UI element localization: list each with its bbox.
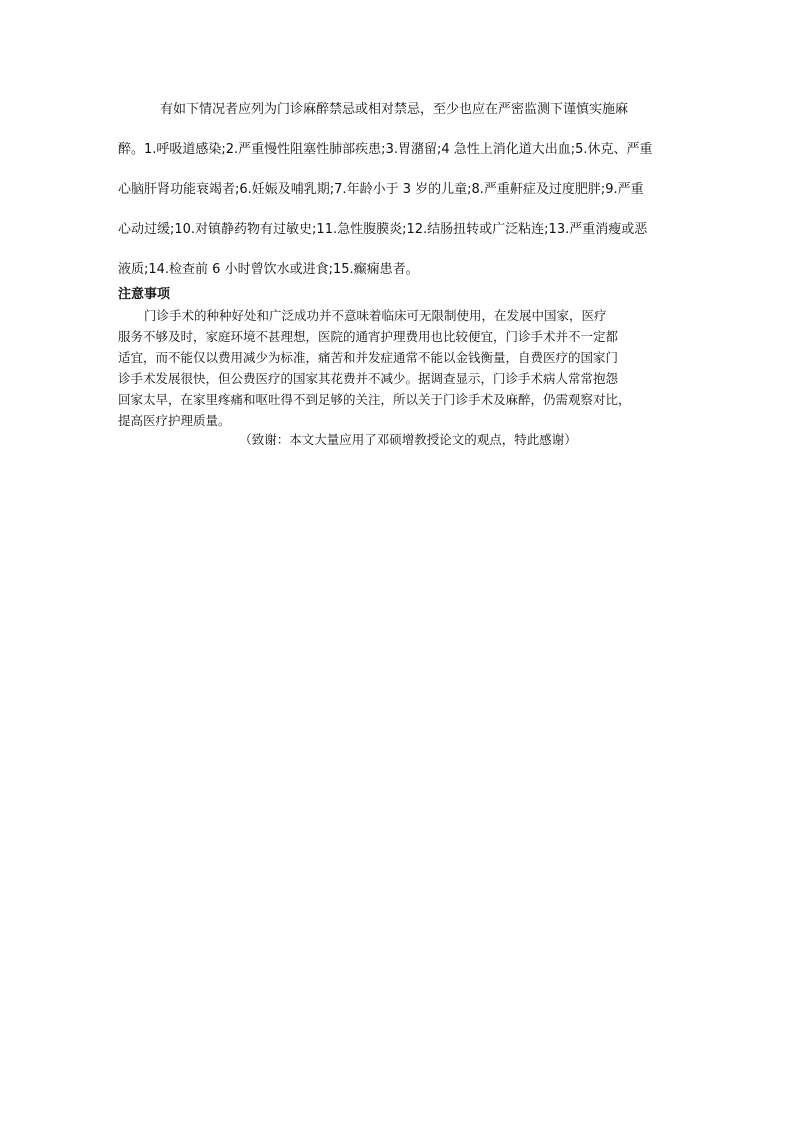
- notes-line: 门诊手术的种种好处和广泛成功并不意味着临床可无限制使用，在发展中国家，医疗: [144, 308, 607, 323]
- notes-line: 诊手术发展很快，但公费医疗的国家其花费并不减少。据调查显示，门诊手术病人常常抱怨: [118, 371, 619, 386]
- notes-line: 适宜，而不能仅以费用减少为标准，痛苦和并发症通常不能以金钱衡量，自费医疗的国家门: [118, 350, 619, 365]
- contraindications-line: 心动过缓;10.对镇静药物有过敏史;11.急性腹膜炎;12.结肠扭转或广泛粘连;13.严重消瘦或恶: [118, 222, 648, 237]
- contraindications-line: 心脑肝肾功能衰竭者;6.妊娠及哺乳期;7.年龄小于 3 岁的儿童;8.严重鼾症及过度肥胖;9.严重: [118, 182, 644, 197]
- notes-line: 提高医疗护理质量。: [118, 413, 231, 428]
- notes-paragraph: [118, 305, 698, 431]
- notes-line: 回家太早，在家里疼痛和呕吐得不到足够的关注，所以关于门诊手术及麻醉，仍需观察对比，: [118, 392, 631, 407]
- contraindications-line: 液质;14.检查前 6 小时曾饮水或进食;15.癫痫患者。: [118, 262, 419, 277]
- contraindications-paragraph: [118, 96, 678, 296]
- notes-heading: 注意事项: [118, 287, 171, 302]
- notes-line: 服务不够及时，家庭环境不甚理想，医院的通宵护理费用也比较便宜，门诊手术并不一定都: [118, 329, 619, 344]
- acknowledgement: （致谢：本文大量应用了邓硕增教授论文的观点，特此感谢）: [239, 432, 577, 447]
- contraindications-line: 有如下情况者应列为门诊麻醉禁忌或相对禁忌，至少也应在严密监测下谨慎实施麻: [160, 102, 629, 117]
- contraindications-line: 醉。1.呼吸道感染;2.严重慢性阻塞性肺部疾患;3.胃潴留;4 急性上消化道大出血;5.休克、严重: [118, 142, 653, 157]
